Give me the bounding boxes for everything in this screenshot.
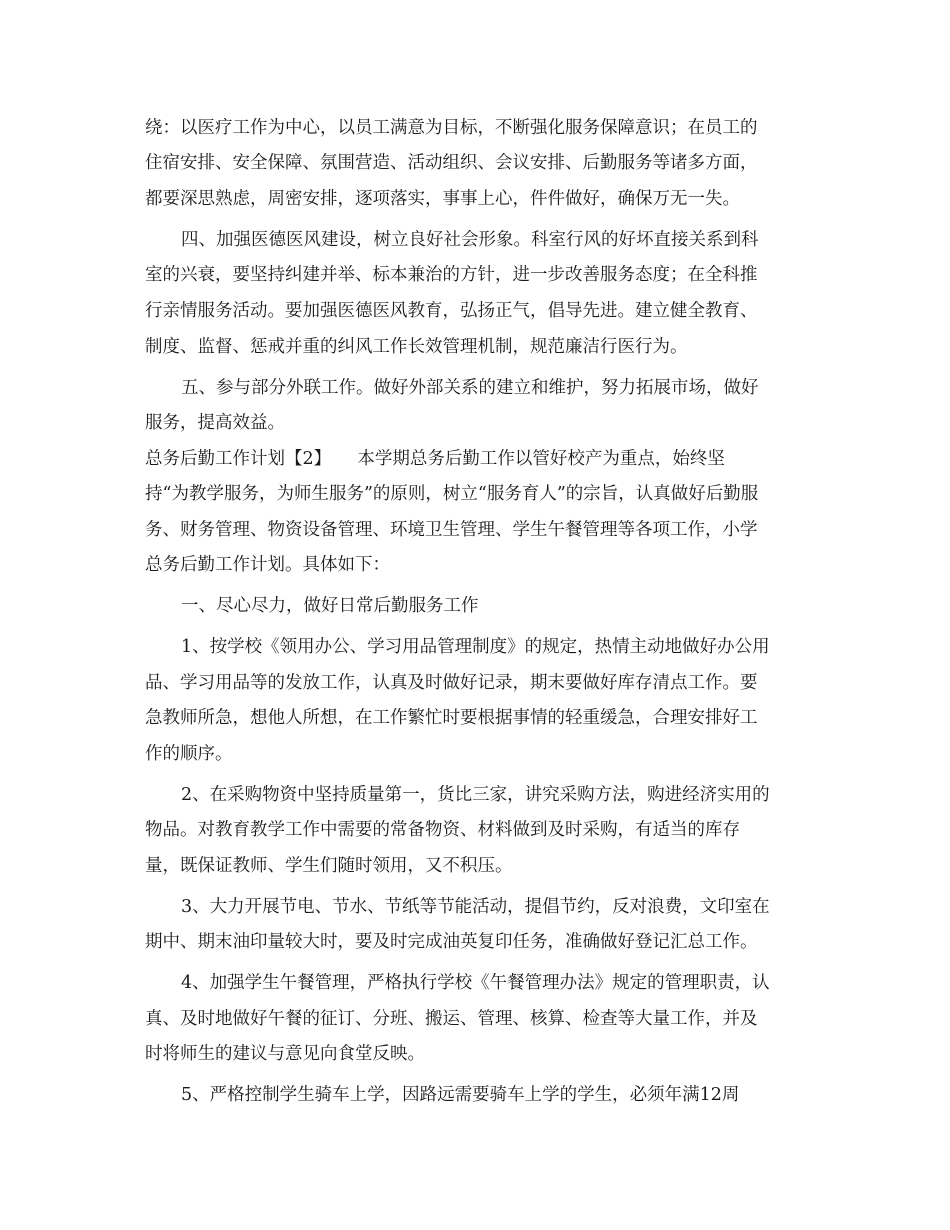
text-line: 行亲情服务活动。要加强医德医风教育，弘扬正气，倡导先进。建立健全教育、 xyxy=(145,301,758,321)
text-line: 1、按学校《领用办公、学习用品管理制度》的规定，热情主动地做好办公用 xyxy=(181,637,770,657)
text-line: 服务，提高效益。 xyxy=(145,413,285,433)
text-line: 期中、期末油印量较大时，要及时完成油英复印任务，准确做好登记汇总工作。 xyxy=(145,932,758,952)
text-line: 3、大力开展节电、节水、节纸等节能活动，提倡节约，反对浪费，文印室在 xyxy=(181,897,770,917)
text-line: 时将师生的建议与意见向食堂反映。 xyxy=(145,1044,425,1064)
text-line: 2、在采购物资中坚持质量第一，货比三家，讲究采购方法，购进经济实用的 xyxy=(181,785,770,805)
text-line: 务、财务管理、物资设备管理、环境卫生管理、学生午餐管理等各项工作，小学 xyxy=(145,520,758,540)
text-line: 4、加强学生午餐管理，严格执行学校《午餐管理办法》规定的管理职责，认 xyxy=(181,973,770,993)
section-heading: 总务后勤工作计划【2】 本学期总务后勤工作以管好校产为重点，始终坚 xyxy=(145,449,725,469)
text-line: 五、参与部分外联工作。做好外部关系的建立和维护，努力拓展市场，做好 xyxy=(181,378,759,398)
text-line: 总务后勤工作计划。具体如下： xyxy=(145,555,390,575)
text-line: 真、及时地做好午餐的征订、分班、搬运、管理、核算、检查等大量工作，并及 xyxy=(145,1009,758,1029)
text-line: 作的顺序。 xyxy=(145,744,233,764)
text-line: 品、学习用品等的发放工作，认真及时做好记录，期末要做好库存清点工作。要 xyxy=(145,673,758,693)
text-line: 物品。对教育教学工作中需要的常备物资、材料做到及时采购，有适当的库存 xyxy=(145,820,740,840)
text-line: 住宿安排、安全保障、氛围营造、活动组织、会议安排、后勤服务等诸多方面， xyxy=(145,153,758,173)
text-line: 制度、监督、惩戒并重的纠风工作长效管理机制，规范廉洁行医行为。 xyxy=(145,337,688,357)
text-line: 绕：以医疗工作为中心，以员工满意为目标，不断强化服务保障意识；在员工的 xyxy=(145,118,758,138)
text-line: 室的兴衰，要坚持纠建并举、标本兼治的方针，进一步改善服务态度；在全科推 xyxy=(145,265,758,285)
subheading: 一、尽心尽力，做好日常后勤服务工作 xyxy=(181,596,479,616)
text-line: 四、加强医德医风建设，树立良好社会形象。科室行风的好坏直接关系到科 xyxy=(181,230,759,250)
text-line: 都要深思熟虑，周密安排，逐项落实，事事上心，件件做好，确保万无一失。 xyxy=(145,189,740,209)
text-line: 量，既保证教师、学生们随时领用，又不积压。 xyxy=(145,856,513,876)
text-line: 持“为教学服务，为师生服务”的原则，树立“服务育人”的宗旨，认真做好后勤服 xyxy=(145,484,759,504)
text-line: 急教师所急，想他人所想，在工作繁忙时要根据事情的轻重缓急，合理安排好工 xyxy=(145,708,758,728)
text-line: 5、严格控制学生骑车上学，因路远需要骑车上学的学生，必须年满12周 xyxy=(181,1085,740,1105)
